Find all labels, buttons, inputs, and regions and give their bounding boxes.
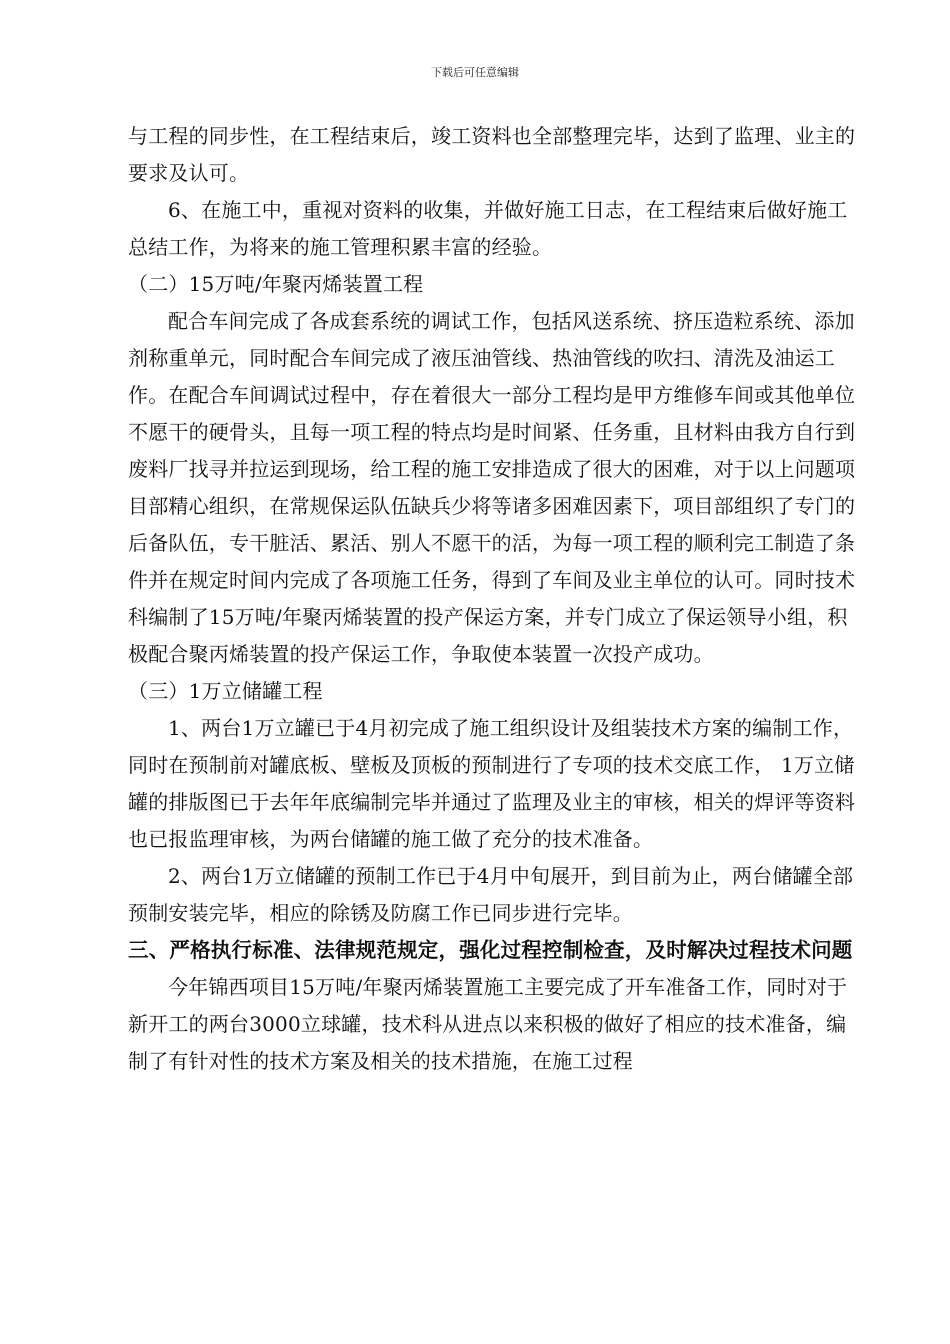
- paragraph: 2、两台1万立储罐的预制工作已于4月中旬展开，到目前为止，两台储罐全部预制安装完毕，相应的除锈及防腐工作已同步进行完毕。: [128, 864, 854, 925]
- paragraph: 今年锦西项目15万吨/年聚丙烯装置施工主要完成了开车准备工作，同时对于新开工的两台3000立球罐，技术科从进点以来积极的做好了相应的技术准备，编制了有针对性的技术方案及相关的技术措施，在施工过程: [128, 975, 848, 1073]
- section-heading: （二）15万吨/年聚丙烯装置工程: [128, 272, 424, 296]
- paragraph: 配合车间完成了各成套系统的调试工作，包括风送系统、挤压造粒系统、添加剂称重单元，同时配合车间完成了液压油管线、热油管线的吹扫、清洗及油运工作。在配合车间调试过程中，存在着很大一部分工程均是甲方维修车间或其他单位不愿干的硬骨头，且每一项工程的特点均是时间紧、任务重，且材料由我方自行到废料厂找寻并拉运到现场，给工程的施工安排造成了很大的困难，对于以上问题项目部精心组织，在常规保运队伍缺兵少将等诸多困难因素下，项目部组织了专门的后备队伍，专干脏活、累活、别人不愿干的活，为每一项工程的顺利完工制造了条件并在规定时间内完成了各项施工任务，得到了车间及业主单位的认可。同时技术科编制了15万吨/年聚丙烯装置的投产保运方案，并专门成立了保运领导小组，积极配合聚丙烯装置的投产保运工作，争取使本装置一次投产成功。: [128, 309, 856, 666]
- paragraph: 与工程的同步性，在工程结束后，竣工资料也全部整理完毕，达到了监理、业主的要求及认可。: [128, 124, 856, 185]
- paragraph: 1、两台1万立罐已于4月初完成了施工组织设计及组装技术方案的编制工作，同时在预制前对罐底板、壁板及顶板的预制进行了专项的技术交底工作， 1万立储罐的排版图已于去年年底编制完毕并通过了监理及业主的审核，相关的焊评等资料也已报监理审核，为两台储罐的施工做了充分的技术准备。: [128, 716, 856, 851]
- chapter-heading: 三、严格执行标准、法律规范规定，强化过程控制检查，及时解决过程技术问题: [128, 938, 853, 962]
- paragraph: 6、在施工中，重视对资料的收集，并做好施工日志，在工程结束后做好施工总结工作，为将来的施工管理积累丰富的经验。: [128, 198, 848, 259]
- page-header: 下载后可任意编辑: [431, 66, 519, 79]
- document-body: [128, 118, 858, 1080]
- section-heading: （三）1万立储罐工程: [128, 679, 323, 703]
